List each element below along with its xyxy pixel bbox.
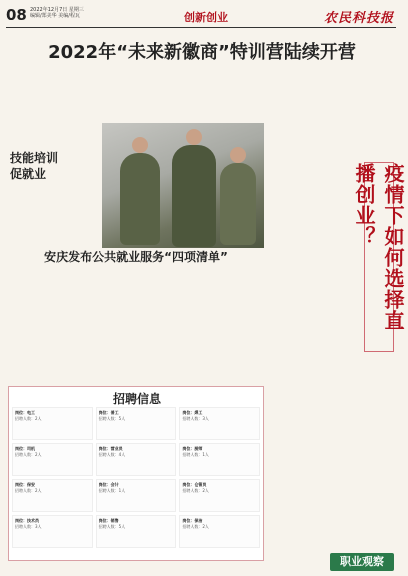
date-block (30, 7, 84, 19)
side-feature-text (12, 190, 98, 230)
newspaper-brand: 农民科技报 (323, 11, 394, 26)
bottom-article-column-1 (8, 265, 90, 385)
page-header (6, 6, 396, 28)
job-title: 岗位：保洁 (182, 518, 203, 523)
recruitment-grid (12, 407, 260, 548)
job-card (96, 479, 177, 512)
job-title: 岗位：普工 (98, 410, 119, 415)
job-card (96, 515, 177, 548)
job-card (179, 407, 260, 440)
job-detail: 招聘人数：1人 (182, 452, 209, 457)
job-card (179, 515, 260, 548)
right-article-text (270, 124, 356, 236)
job-detail: 招聘人数：3人 (15, 524, 42, 529)
job-card (12, 443, 93, 476)
headline-article-column-1 (8, 64, 123, 120)
job-title: 岗位：保安 (15, 482, 35, 487)
side-feature-title (10, 150, 58, 182)
vertical-title-text: 疫情下如何选择直播创业？ (352, 163, 405, 331)
job-detail: 招聘人数：2人 (182, 488, 209, 493)
job-detail: 招聘人数：1人 (98, 488, 126, 493)
section-title: 创新创业 (184, 11, 228, 24)
job-title: 岗位：营业员 (98, 446, 123, 451)
person-1 (120, 153, 160, 245)
side-title-line-1: 技能培训 (10, 151, 59, 165)
right-bottom-article-column (270, 240, 356, 380)
job-title: 岗位：司机 (15, 446, 35, 451)
sub-headline: 安庆发布公共就业服务“四项清单” (44, 250, 228, 264)
job-title: 岗位：销售 (98, 518, 119, 523)
job-detail: 招聘人数：4人 (98, 452, 126, 457)
person-2 (172, 145, 216, 247)
job-title: 岗位：会计 (98, 482, 119, 487)
training-photo (102, 123, 264, 248)
bottom-brand-mark: 职业观察 (330, 553, 394, 571)
job-title: 岗位：电工 (15, 410, 35, 415)
date-line-1: 2022年12月7日 星期三 (30, 7, 84, 13)
job-card (179, 443, 260, 476)
main-headline: 2022年“未来新徽商”特训营陆续开营 (48, 42, 356, 63)
job-title: 岗位：仓管员 (182, 482, 207, 487)
job-detail: 招聘人数：3人 (182, 416, 209, 421)
headline-article-column-2 (128, 64, 246, 118)
job-card (96, 443, 177, 476)
date-line-2: 编辑/郑美华 美编/程瓦 (30, 13, 80, 19)
side-title-line-2: 促就业 (10, 167, 47, 181)
job-detail: 招聘人数：2人 (15, 452, 42, 457)
job-card (96, 407, 177, 440)
page-number: 08 (6, 6, 27, 24)
job-detail: 招聘人数：5人 (98, 524, 126, 529)
recruitment-box (8, 386, 264, 561)
vertical-feature-title (352, 162, 405, 352)
job-title: 岗位：焊工 (182, 410, 203, 415)
person-3 (220, 163, 256, 245)
person-1-head (132, 137, 148, 153)
job-detail: 招聘人数：2人 (182, 524, 209, 529)
bottom-article-column-3 (182, 265, 264, 385)
job-detail: 招聘人数：5人 (98, 416, 126, 421)
job-detail: 招聘人数：2人 (15, 416, 42, 421)
job-card (12, 407, 93, 440)
job-title: 岗位：厨师 (182, 446, 203, 451)
job-card (12, 479, 93, 512)
recruitment-title: 招聘信息 (112, 392, 161, 406)
job-title: 岗位：技术员 (15, 518, 39, 523)
job-card (179, 479, 260, 512)
person-2-head (186, 129, 202, 145)
person-3-head (230, 147, 246, 163)
headline-article-column-4 (302, 64, 396, 124)
bottom-article-column-2 (95, 265, 177, 385)
job-card (12, 515, 93, 548)
job-detail: 招聘人数：2人 (15, 488, 42, 493)
